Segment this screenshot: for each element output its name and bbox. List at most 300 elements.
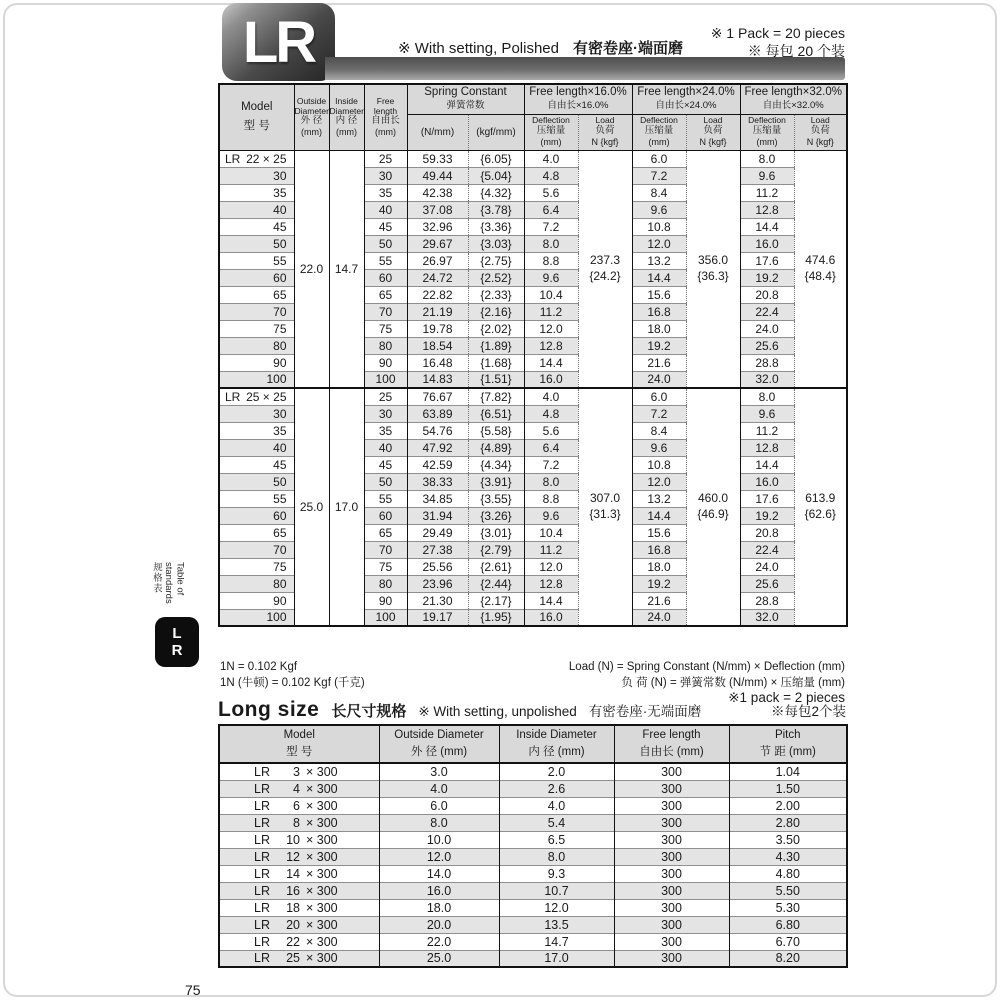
model-prefix: LR	[254, 934, 270, 949]
deflection-32-cell: 9.6	[740, 167, 794, 184]
inside-diameter-cell: 2.6	[499, 780, 614, 797]
deflection-32-cell: 16.0	[740, 473, 794, 490]
free-length-cell: 300	[614, 780, 729, 797]
deflection-24-cell: 8.4	[632, 184, 686, 201]
model-number: 4	[293, 781, 300, 796]
model-cell	[219, 899, 379, 916]
pack-note-cn: ※ 每包 20 个装	[747, 42, 845, 59]
spring-constant-kgf-cell: {3.01}	[468, 524, 524, 541]
pitch-cell: 6.80	[729, 916, 847, 933]
spring-constant-n-cell: 49.44	[407, 167, 468, 184]
model-size: 25 × 25	[246, 389, 287, 404]
free-length-cell: 55	[364, 490, 407, 507]
pitch-cell: 8.20	[729, 950, 847, 967]
model-cell: 30	[219, 167, 294, 184]
long-size-row	[219, 865, 847, 882]
model-cell: 100	[219, 609, 294, 626]
free-length-cell: 35	[364, 422, 407, 439]
deflection-32-cell: 11.2	[740, 184, 794, 201]
spring-constant-n-cell: 27.38	[407, 541, 468, 558]
spring-constant-n-cell: 21.19	[407, 303, 468, 320]
logo-text: LR	[242, 9, 315, 75]
deflection-16-cell: 4.0	[524, 388, 578, 405]
load-16-cell: 307.0 {31.3}	[578, 388, 632, 626]
header-group-24: Free length×24.0% 自由长×24.0%	[632, 84, 740, 114]
free-length-cell: 80	[364, 337, 407, 354]
model-suffix: × 300	[305, 917, 338, 932]
long-size-pack-note-cn: ※每包2个装	[770, 704, 846, 719]
inside-diameter-cell: 4.0	[499, 797, 614, 814]
model-number: 6	[293, 798, 300, 813]
spring-constant-kgf-cell: {7.82}	[468, 388, 524, 405]
model-cell	[219, 882, 379, 899]
pitch-cell: 3.50	[729, 831, 847, 848]
long-size-title: Long size	[218, 698, 320, 721]
spring-constant-kgf-cell: {3.91}	[468, 473, 524, 490]
spring-constant-kgf-cell: {4.32}	[468, 184, 524, 201]
inside-diameter-cell: 9.3	[499, 865, 614, 882]
load-24-cell: 356.0 {36.3}	[686, 150, 740, 388]
free-length-cell: 25	[364, 150, 407, 167]
deflection-24-cell: 9.6	[632, 201, 686, 218]
deflection-16-cell: 6.4	[524, 201, 578, 218]
free-length-cell: 50	[364, 473, 407, 490]
spec-table-header	[219, 84, 847, 150]
model-cell	[219, 763, 379, 780]
long-size-row	[219, 899, 847, 916]
model-suffix: × 300	[305, 883, 338, 898]
long-size-title-cn: 长尺寸规格	[331, 703, 407, 720]
load-16-cell: 237.3 {24.2}	[578, 150, 632, 388]
free-length-cell: 65	[364, 286, 407, 303]
header-inside-diameter: Inside Diameter 内 径 (mm)	[499, 725, 614, 763]
free-length-cell: 300	[614, 882, 729, 899]
model-suffix: × 300	[305, 866, 338, 881]
deflection-32-cell: 20.8	[740, 286, 794, 303]
footnote-left	[220, 659, 365, 691]
deflection-16-cell: 6.4	[524, 439, 578, 456]
spec-row	[219, 388, 847, 405]
footnote-conversion-cn: 1N (牛顿) = 0.102 Kgf (千克)	[220, 677, 365, 690]
pitch-cell: 5.50	[729, 882, 847, 899]
long-size-row	[219, 814, 847, 831]
spring-constant-kgf-cell: {1.95}	[468, 609, 524, 626]
spring-constant-n-cell: 29.67	[407, 235, 468, 252]
outside-diameter-cell: 3.0	[379, 763, 499, 780]
outside-diameter-cell: 6.0	[379, 797, 499, 814]
load-24-cell: 460.0 {46.9}	[686, 388, 740, 626]
free-length-cell: 100	[364, 609, 407, 626]
spring-constant-n-cell: 25.56	[407, 558, 468, 575]
deflection-16-cell: 12.8	[524, 575, 578, 592]
spec-block-lr22	[219, 150, 847, 388]
deflection-32-cell: 17.6	[740, 490, 794, 507]
spring-constant-kgf-cell: {1.89}	[468, 337, 524, 354]
model-cell: 65	[219, 286, 294, 303]
outside-diameter-cell: 14.0	[379, 865, 499, 882]
free-length-cell: 300	[614, 848, 729, 865]
deflection-32-cell: 8.0	[740, 150, 794, 167]
deflection-32-cell: 25.6	[740, 337, 794, 354]
outside-diameter-cell: 18.0	[379, 899, 499, 916]
deflection-32-cell: 25.6	[740, 575, 794, 592]
free-length-cell: 300	[614, 916, 729, 933]
deflection-16-cell: 4.0	[524, 150, 578, 167]
long-size-heading	[218, 698, 846, 722]
spring-constant-kgf-cell: {3.36}	[468, 218, 524, 235]
load-32-cell: 474.6 {48.4}	[794, 150, 847, 388]
lr-series-logo	[222, 3, 335, 81]
model-cell: 50	[219, 235, 294, 252]
spring-constant-kgf-cell: {2.75}	[468, 252, 524, 269]
model-number: 22	[286, 934, 300, 949]
header-unit-nmm: (N/mm)	[407, 114, 468, 150]
header-free-length: Free length 自由长 (mm)	[614, 725, 729, 763]
long-size-row	[219, 780, 847, 797]
deflection-16-cell: 14.4	[524, 592, 578, 609]
model-prefix: LR	[254, 798, 270, 813]
model-prefix: LR	[254, 832, 270, 847]
long-size-row	[219, 831, 847, 848]
model-number: 16	[286, 883, 300, 898]
pack-note-en: ※ 1 Pack = 20 pieces	[710, 25, 845, 41]
model-cell: 80	[219, 337, 294, 354]
free-length-cell: 90	[364, 592, 407, 609]
sidebar-label-en-1: Table of	[174, 562, 186, 596]
free-length-cell: 300	[614, 950, 729, 967]
model-cell	[219, 780, 379, 797]
model-number: 14	[286, 866, 300, 881]
pack-note	[711, 25, 845, 60]
model-number: 8	[293, 815, 300, 830]
header-outside-diameter: Outside Diameter 外 径 (mm)	[379, 725, 499, 763]
pitch-cell: 4.30	[729, 848, 847, 865]
outside-diameter-cell: 22.0	[379, 933, 499, 950]
model-prefix: LR	[254, 866, 270, 881]
header-model: Model 型 号	[219, 725, 379, 763]
deflection-16-cell: 11.2	[524, 541, 578, 558]
tab-letter-l: L	[172, 624, 182, 642]
outside-diameter-cell: 25.0	[294, 388, 329, 626]
deflection-24-cell: 14.4	[632, 507, 686, 524]
deflection-16-cell: 4.8	[524, 405, 578, 422]
spring-constant-kgf-cell: {3.26}	[468, 507, 524, 524]
spring-constant-kgf-cell: {6.51}	[468, 405, 524, 422]
model-prefix: LR	[254, 764, 270, 779]
model-cell	[219, 933, 379, 950]
model-suffix: × 300	[305, 849, 338, 864]
model-suffix: × 300	[305, 815, 338, 830]
footnote-right	[569, 659, 845, 691]
deflection-24-cell: 18.0	[632, 320, 686, 337]
long-size-row	[219, 916, 847, 933]
model-prefix: LR	[254, 781, 270, 796]
model-size: 22 × 25	[246, 151, 287, 166]
sidebar-label-cn: 规格表	[150, 562, 162, 594]
model-cell	[219, 814, 379, 831]
header-free-length: Free length 自由长 (mm)	[364, 84, 407, 150]
outside-diameter-cell: 8.0	[379, 814, 499, 831]
pitch-cell: 2.00	[729, 797, 847, 814]
inside-diameter-cell: 12.0	[499, 899, 614, 916]
outside-diameter-cell: 12.0	[379, 848, 499, 865]
free-length-cell: 300	[614, 831, 729, 848]
deflection-16-cell: 16.0	[524, 371, 578, 388]
deflection-16-cell: 10.4	[524, 286, 578, 303]
model-cell: 70	[219, 541, 294, 558]
header-load-24: Load 负荷 N {kgf}	[686, 114, 740, 150]
deflection-16-cell: 12.8	[524, 337, 578, 354]
spring-constant-kgf-cell: {5.04}	[468, 167, 524, 184]
inside-diameter-cell: 14.7	[499, 933, 614, 950]
header-inside-diameter: Inside Diameter 内 径 (mm)	[329, 84, 364, 150]
free-length-cell: 300	[614, 814, 729, 831]
deflection-32-cell: 20.8	[740, 524, 794, 541]
deflection-32-cell: 14.4	[740, 456, 794, 473]
deflection-24-cell: 19.2	[632, 575, 686, 592]
deflection-16-cell: 11.2	[524, 303, 578, 320]
deflection-16-cell: 5.6	[524, 184, 578, 201]
deflection-24-cell: 21.6	[632, 354, 686, 371]
model-cell: 50	[219, 473, 294, 490]
deflection-32-cell: 19.2	[740, 269, 794, 286]
free-length-cell: 35	[364, 184, 407, 201]
model-cell: 60	[219, 507, 294, 524]
free-length-cell: 60	[364, 507, 407, 524]
model-number: 10	[286, 832, 300, 847]
spring-constant-n-cell: 19.78	[407, 320, 468, 337]
spring-constant-n-cell: 37.08	[407, 201, 468, 218]
inside-diameter-cell: 10.7	[499, 882, 614, 899]
model-cell: 90	[219, 354, 294, 371]
deflection-32-cell: 19.2	[740, 507, 794, 524]
spring-constant-n-cell: 14.83	[407, 371, 468, 388]
spring-constant-n-cell: 32.96	[407, 218, 468, 235]
header-unit-kgfmm: (kgf/mm)	[468, 114, 524, 150]
deflection-24-cell: 24.0	[632, 371, 686, 388]
model-number: 18	[286, 900, 300, 915]
spring-constant-kgf-cell: {2.16}	[468, 303, 524, 320]
model-cell: 45	[219, 218, 294, 235]
model-cell	[219, 848, 379, 865]
free-length-cell: 70	[364, 303, 407, 320]
model-prefix: LR	[254, 917, 270, 932]
pitch-cell: 4.80	[729, 865, 847, 882]
header-deflection-32: Deflection 压缩量 (mm)	[740, 114, 794, 150]
spring-constant-kgf-cell: {5.58}	[468, 422, 524, 439]
model-suffix: × 300	[305, 951, 338, 966]
spring-constant-n-cell: 54.76	[407, 422, 468, 439]
model-prefix: LR	[254, 900, 270, 915]
spring-constant-kgf-cell: {1.51}	[468, 371, 524, 388]
deflection-16-cell: 10.4	[524, 524, 578, 541]
model-cell: 75	[219, 320, 294, 337]
header-spring-constant: Spring Constant 弹簧常数	[407, 84, 524, 114]
spring-constant-kgf-cell: {3.55}	[468, 490, 524, 507]
header-deflection-16: Deflection 压缩量 (mm)	[524, 114, 578, 150]
spring-constant-n-cell: 23.96	[407, 575, 468, 592]
model-cell: 55	[219, 252, 294, 269]
free-length-cell: 300	[614, 797, 729, 814]
long-size-note-en: ※ With setting, unpolished	[418, 704, 577, 719]
model-number: 25	[286, 951, 300, 966]
pitch-cell: 1.50	[729, 780, 847, 797]
free-length-cell: 30	[364, 167, 407, 184]
deflection-16-cell: 9.6	[524, 507, 578, 524]
deflection-24-cell: 16.8	[632, 541, 686, 558]
model-cell: 55	[219, 490, 294, 507]
deflection-24-cell: 16.8	[632, 303, 686, 320]
model-cell: 80	[219, 575, 294, 592]
spring-constant-n-cell: 24.72	[407, 269, 468, 286]
long-size-row	[219, 848, 847, 865]
deflection-32-cell: 16.0	[740, 235, 794, 252]
free-length-cell: 300	[614, 899, 729, 916]
deflection-24-cell: 9.6	[632, 439, 686, 456]
long-size-header	[219, 725, 847, 763]
model-cell: 70	[219, 303, 294, 320]
free-length-cell: 40	[364, 439, 407, 456]
spring-constant-kgf-cell: {2.17}	[468, 592, 524, 609]
deflection-16-cell: 8.0	[524, 473, 578, 490]
sidebar-vertical-label	[150, 562, 186, 604]
free-length-cell: 300	[614, 763, 729, 780]
spring-constant-kgf-cell: {4.89}	[468, 439, 524, 456]
spring-constant-kgf-cell: {2.33}	[468, 286, 524, 303]
inside-diameter-cell: 6.5	[499, 831, 614, 848]
model-prefix: LR	[225, 389, 241, 404]
outside-diameter-cell: 10.0	[379, 831, 499, 848]
spring-constant-kgf-cell: {3.03}	[468, 235, 524, 252]
spring-constant-kgf-cell: {2.61}	[468, 558, 524, 575]
model-cell: 40	[219, 201, 294, 218]
model-cell	[219, 831, 379, 848]
free-length-cell: 30	[364, 405, 407, 422]
model-cell	[219, 916, 379, 933]
outside-diameter-cell: 22.0	[294, 150, 329, 388]
page-number: 75	[185, 982, 201, 998]
deflection-16-cell: 14.4	[524, 354, 578, 371]
model-number: 12	[286, 849, 300, 864]
free-length-cell: 70	[364, 541, 407, 558]
model-cell: 100	[219, 371, 294, 388]
free-length-cell: 60	[364, 269, 407, 286]
deflection-24-cell: 19.2	[632, 337, 686, 354]
long-size-row	[219, 950, 847, 967]
model-cell: 35	[219, 184, 294, 201]
model-cell: 90	[219, 592, 294, 609]
free-length-cell: 55	[364, 252, 407, 269]
inside-diameter-cell: 17.0	[499, 950, 614, 967]
pitch-cell: 5.30	[729, 899, 847, 916]
free-length-cell: 40	[364, 201, 407, 218]
model-cell: 60	[219, 269, 294, 286]
deflection-24-cell: 7.2	[632, 405, 686, 422]
free-length-cell: 45	[364, 218, 407, 235]
deflection-32-cell: 12.8	[740, 439, 794, 456]
spec-row	[219, 150, 847, 167]
tab-letter-r: R	[171, 642, 183, 659]
inside-diameter-cell: 13.5	[499, 916, 614, 933]
spring-constant-n-cell: 31.94	[407, 507, 468, 524]
header-load-16: Load 负荷 N {kgf}	[578, 114, 632, 150]
deflection-24-cell: 21.6	[632, 592, 686, 609]
header-model: Model 型 号	[219, 84, 294, 150]
model-cell	[219, 797, 379, 814]
long-size-row	[219, 933, 847, 950]
model-cell	[219, 150, 294, 167]
spring-constant-n-cell: 21.30	[407, 592, 468, 609]
model-cell	[219, 865, 379, 882]
deflection-16-cell: 7.2	[524, 218, 578, 235]
load-32-cell: 613.9 {62.6}	[794, 388, 847, 626]
spring-constant-n-cell: 18.54	[407, 337, 468, 354]
spring-constant-kgf-cell: {2.02}	[468, 320, 524, 337]
deflection-24-cell: 14.4	[632, 269, 686, 286]
free-length-cell: 65	[364, 524, 407, 541]
deflection-16-cell: 16.0	[524, 609, 578, 626]
header-pitch: Pitch 节 距 (mm)	[729, 725, 847, 763]
long-size-row	[219, 797, 847, 814]
deflection-32-cell: 14.4	[740, 218, 794, 235]
deflection-32-cell: 12.8	[740, 201, 794, 218]
deflection-24-cell: 8.4	[632, 422, 686, 439]
inside-diameter-cell: 8.0	[499, 848, 614, 865]
model-number: 3	[293, 764, 300, 779]
sidebar-label-en-2: standards	[162, 562, 174, 604]
deflection-24-cell: 6.0	[632, 150, 686, 167]
model-prefix: LR	[254, 849, 270, 864]
deflection-24-cell: 13.2	[632, 252, 686, 269]
deflection-24-cell: 24.0	[632, 609, 686, 626]
deflection-24-cell: 12.0	[632, 473, 686, 490]
spring-constant-kgf-cell: {2.52}	[468, 269, 524, 286]
pitch-cell: 6.70	[729, 933, 847, 950]
spring-constant-n-cell: 16.48	[407, 354, 468, 371]
model-cell: 45	[219, 456, 294, 473]
model-suffix: × 300	[305, 781, 338, 796]
inside-diameter-cell: 17.0	[329, 388, 364, 626]
model-prefix: LR	[225, 151, 241, 166]
deflection-16-cell: 8.8	[524, 490, 578, 507]
model-cell: 65	[219, 524, 294, 541]
footnote-formula-en: Load (N) = Spring Constant (N/mm) × Deflection (mm)	[568, 661, 845, 673]
free-length-cell: 50	[364, 235, 407, 252]
inside-diameter-cell: 5.4	[499, 814, 614, 831]
long-size-row	[219, 763, 847, 780]
pitch-cell: 2.80	[729, 814, 847, 831]
outside-diameter-cell: 4.0	[379, 780, 499, 797]
free-length-cell: 300	[614, 933, 729, 950]
long-size-body	[219, 763, 847, 967]
spring-constant-n-cell: 63.89	[407, 405, 468, 422]
model-prefix: LR	[254, 951, 270, 966]
free-length-cell: 90	[364, 354, 407, 371]
deflection-16-cell: 4.8	[524, 167, 578, 184]
spring-constant-kgf-cell: {2.79}	[468, 541, 524, 558]
free-length-cell: 75	[364, 558, 407, 575]
model-suffix: × 300	[305, 832, 338, 847]
long-size-row	[219, 882, 847, 899]
header-group-32: Free length×32.0% 自由长×32.0%	[740, 84, 847, 114]
outside-diameter-cell: 20.0	[379, 916, 499, 933]
model-number: 20	[286, 917, 300, 932]
footnote-formula-cn: 负 荷 (N) = 弹簧常数 (N/mm) × 压缩量 (mm)	[621, 677, 845, 690]
spec-block-lr25	[219, 388, 847, 626]
model-cell: 30	[219, 405, 294, 422]
spring-constant-n-cell: 19.17	[407, 609, 468, 626]
spring-constant-n-cell: 38.33	[407, 473, 468, 490]
